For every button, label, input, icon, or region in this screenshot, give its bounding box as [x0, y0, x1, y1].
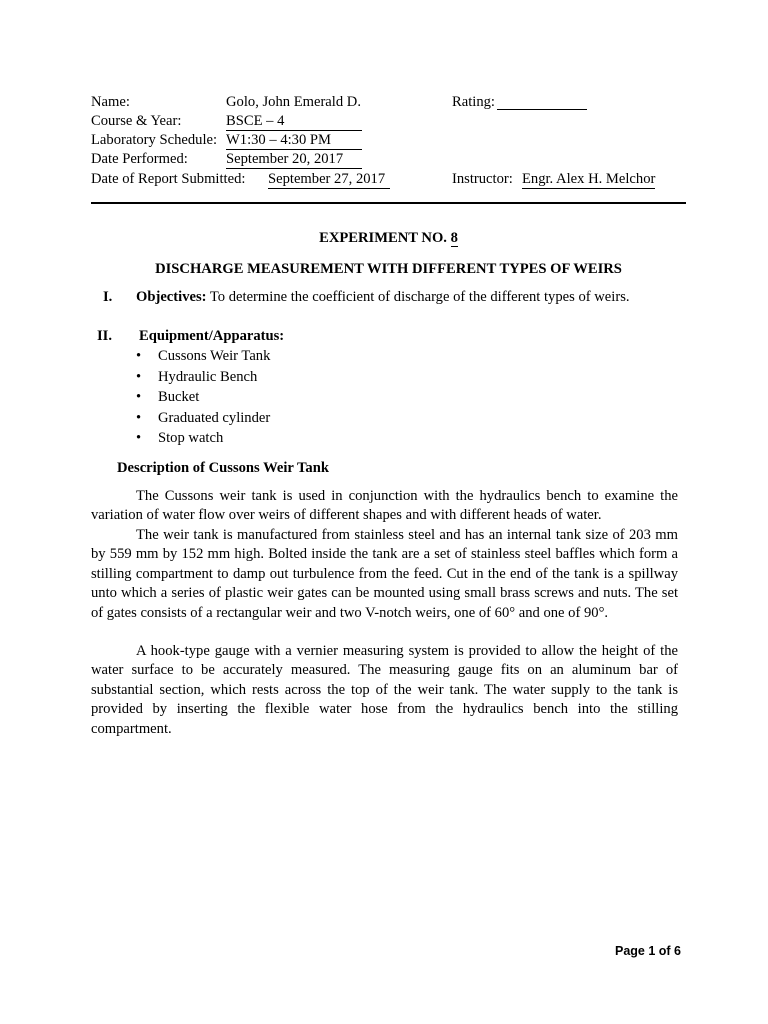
name-value: Golo, John Emerald D.: [226, 94, 361, 110]
name-label: Name:: [91, 94, 130, 110]
equipment-list: [136, 346, 270, 449]
list-item: [136, 408, 270, 429]
equipment-item-weir-tank: Cussons Weir Tank: [158, 348, 271, 364]
description-heading: Description of Cussons Weir Tank: [117, 460, 329, 476]
experiment-heading: [91, 229, 686, 247]
page-number: Page 1 of 6: [615, 944, 681, 958]
list-item: [136, 367, 270, 388]
course-label: Course & Year:: [91, 113, 182, 129]
objectives-line: [136, 288, 630, 306]
header-divider: [91, 202, 686, 204]
schedule-value: W1:30 – 4:30 PM: [226, 131, 362, 150]
instructor-label: Instructor:: [452, 171, 513, 187]
list-item: [136, 387, 270, 408]
experiment-title: DISCHARGE MEASUREMENT WITH DIFFERENT TYPES OF WEIRS: [155, 261, 622, 277]
equipment-item-hydraulic-bench: Hydraulic Bench: [158, 368, 258, 385]
schedule-label: Laboratory Schedule:: [91, 132, 218, 148]
bullet-icon: •: [136, 368, 142, 385]
objectives-label: Objectives:: [136, 289, 207, 305]
description-paragraph-2: The weir tank is manufactured from stainless steel and has an internal tank size of 203 mm by 559 mm by 152 mm high. Bolted inside the tank are a set of stainless steel baffles which form a stilling compartment to damp out turbulence from the feed. Cut in the end of the tank is a spillway unto which a series of plastic weir gates can be mounted using small brass screws and nuts. The set of gates consists of a rectangular weir and two V-notch weirs, one of 60° and one of 90°.: [91, 527, 678, 621]
list-item: [136, 428, 270, 449]
objectives-text: To determine the coefficient of discharge of the different types of weirs.: [209, 289, 630, 305]
equipment-item-stop-watch: Stop watch: [158, 430, 224, 446]
submitted-label: Date of Report Submitted:: [91, 171, 246, 187]
performed-label: Date Performed:: [91, 151, 188, 167]
performed-value: September 20, 2017: [226, 150, 362, 169]
bullet-icon: •: [136, 409, 142, 426]
rating-blank: [497, 93, 587, 110]
experiment-label: EXPERIMENT NO.: [319, 230, 447, 246]
equipment-item-graduated-cylinder: Graduated cylinder: [158, 409, 271, 426]
objectives-numeral: I.: [103, 289, 113, 305]
experiment-number: 8: [450, 230, 458, 246]
bullet-icon: •: [136, 348, 142, 364]
submitted-value: September 27, 2017: [268, 170, 390, 189]
bullet-icon: •: [136, 389, 142, 405]
description-paragraph-3: A hook-type gauge with a vernier measuring system is provided to allow the height of the water surface to be accurately measured. The measuring gauge fits on an aluminum bar of substantial section, which rests across the top of the weir tank. The water supply to the tank is provided by inserting the flexible water hose from the hydraulics bench into the stilling compartment.: [91, 643, 678, 737]
equipment-item-bucket: Bucket: [158, 389, 200, 405]
bullet-icon: •: [136, 430, 142, 446]
rating-label: Rating:: [452, 94, 495, 110]
equipment-label: Equipment/Apparatus:: [139, 328, 285, 344]
list-item: [136, 346, 270, 367]
instructor-value: Engr. Alex H. Melchor: [522, 171, 656, 187]
description-paragraph-1: The Cussons weir tank is used in conjunction with the hydraulics bench to examine the variation of water flow over weirs of different shapes and with different heads of water.: [91, 488, 678, 524]
course-value: BSCE – 4: [226, 112, 362, 131]
equipment-numeral: II.: [97, 328, 113, 344]
